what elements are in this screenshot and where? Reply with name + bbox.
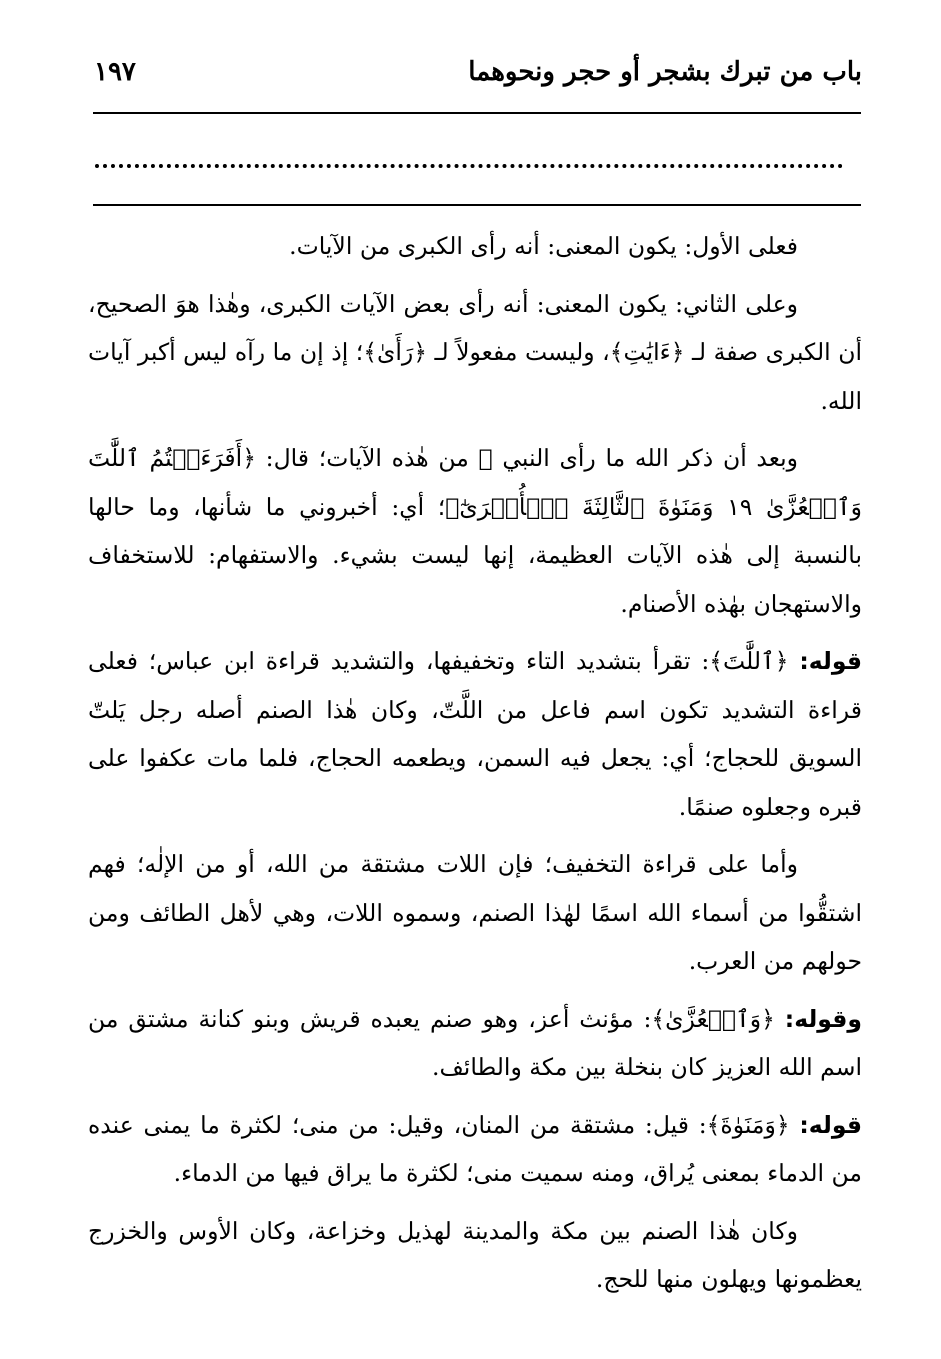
paragraph-7-lead: قوله: <box>799 1110 862 1139</box>
paragraph-8 <box>88 1207 862 1304</box>
paragraph-2-text: وعلى الثاني: يكون المعنى: أنه رأى بعض الآيات الكبرى، وهٰذا هوَ الصحيح، أن الكبرى صفة لـ ﴿ءَايَٰتِ﴾، وليست مفعولاً لـ ﴿رَأَىٰ﴾؛ إذ إن ما رآه ليس أكبر آيات الله. <box>88 289 862 415</box>
paragraph-1 <box>88 222 862 271</box>
dotted-separator <box>95 164 843 168</box>
body-rule <box>93 204 861 206</box>
body-text <box>88 222 862 1313</box>
paragraph-6-text: ﴿وَٱلۡعُزَّىٰ﴾: مؤنث أعز، وهو صنم يعبده قريش وبنو كنانة مشتق من اسم الله العزيز كان بنخلة بين مكة والطائف. <box>88 1004 862 1081</box>
page-header <box>86 52 862 102</box>
page-number: ١٩٧ <box>94 57 136 87</box>
paragraph-7 <box>88 1101 862 1198</box>
header-rule <box>93 112 861 114</box>
paragraph-1-text: فعلى الأول: يكون المعنى: أنه رأى الكبرى من الآيات. <box>289 232 798 260</box>
paragraph-3 <box>88 434 862 628</box>
paragraph-2 <box>88 280 862 426</box>
paragraph-6-lead: وقوله: <box>784 1004 862 1033</box>
paragraph-8-text: وكان هٰذا الصنم بين مكة والمدينة لهذيل وخزاعة، وكان الأوس والخزرج يعظمونها ويهلون منها للحج. <box>88 1216 862 1293</box>
paragraph-3-text: وبعد أن ذكر الله ما رأى النبي ﷺ من هٰذه الآيات؛ قال: ﴿أَفَرَءَيۡتُمُ ٱللَّٰتَ وَٱلۡعُزَّىٰ ١٩ وَمَنَوٰةَ ٱلثَّالِثَةَ ٱلۡأُخۡرَىٰٓ﴾؛ أي: أخبروني ما شأنها، وما حالها بالنسبة إلى هٰذه الآيات العظيمة، إنها ليست بشيء. والاستفهام: للاستخفاف والاستهجان بهٰذه الأصنام. <box>88 444 862 618</box>
paragraph-7-text: ﴿وَمَنَوٰةَ﴾: قيل: مشتقة من المنان، وقيل: من منى؛ لكثرة ما يمنى عنده من الدماء بمعنى يُراق، ومنه سميت منى؛ لكثرة ما يراق فيها من الدماء. <box>88 1110 862 1187</box>
paragraph-4-text: ﴿ٱللَّٰتَ﴾: تقرأ بتشديد التاء وتخفيفها، والتشديد قراءة ابن عباس؛ فعلى قراءة التشديد تكون اسم فاعل من اللَّتّ، وكان هٰذا الصنم أصله رجل يَلتّ السويق للحجاج؛ أي: يجعل فيه السمن، ويطعمه الحجاج، فلما مات عكفوا على قبره وجعلوه صنمًا. <box>88 647 862 821</box>
paragraph-4-lead: قوله: <box>799 647 862 675</box>
paragraph-6 <box>88 995 862 1092</box>
paragraph-5 <box>88 840 862 986</box>
running-title: باب من تبرك بشجر أو حجر ونحوهما <box>468 57 862 87</box>
paragraph-5-text: وأما على قراءة التخفيف؛ فإن اللات مشتقة من الله، أو من الإلٰه؛ فهم اشتقُّوا من أسماء الله اسمًا لهٰذا الصنم، وسموه اللات، وهي لأهل الطائف ومن حولهم من العرب. <box>88 850 862 975</box>
paragraph-4 <box>88 637 862 831</box>
